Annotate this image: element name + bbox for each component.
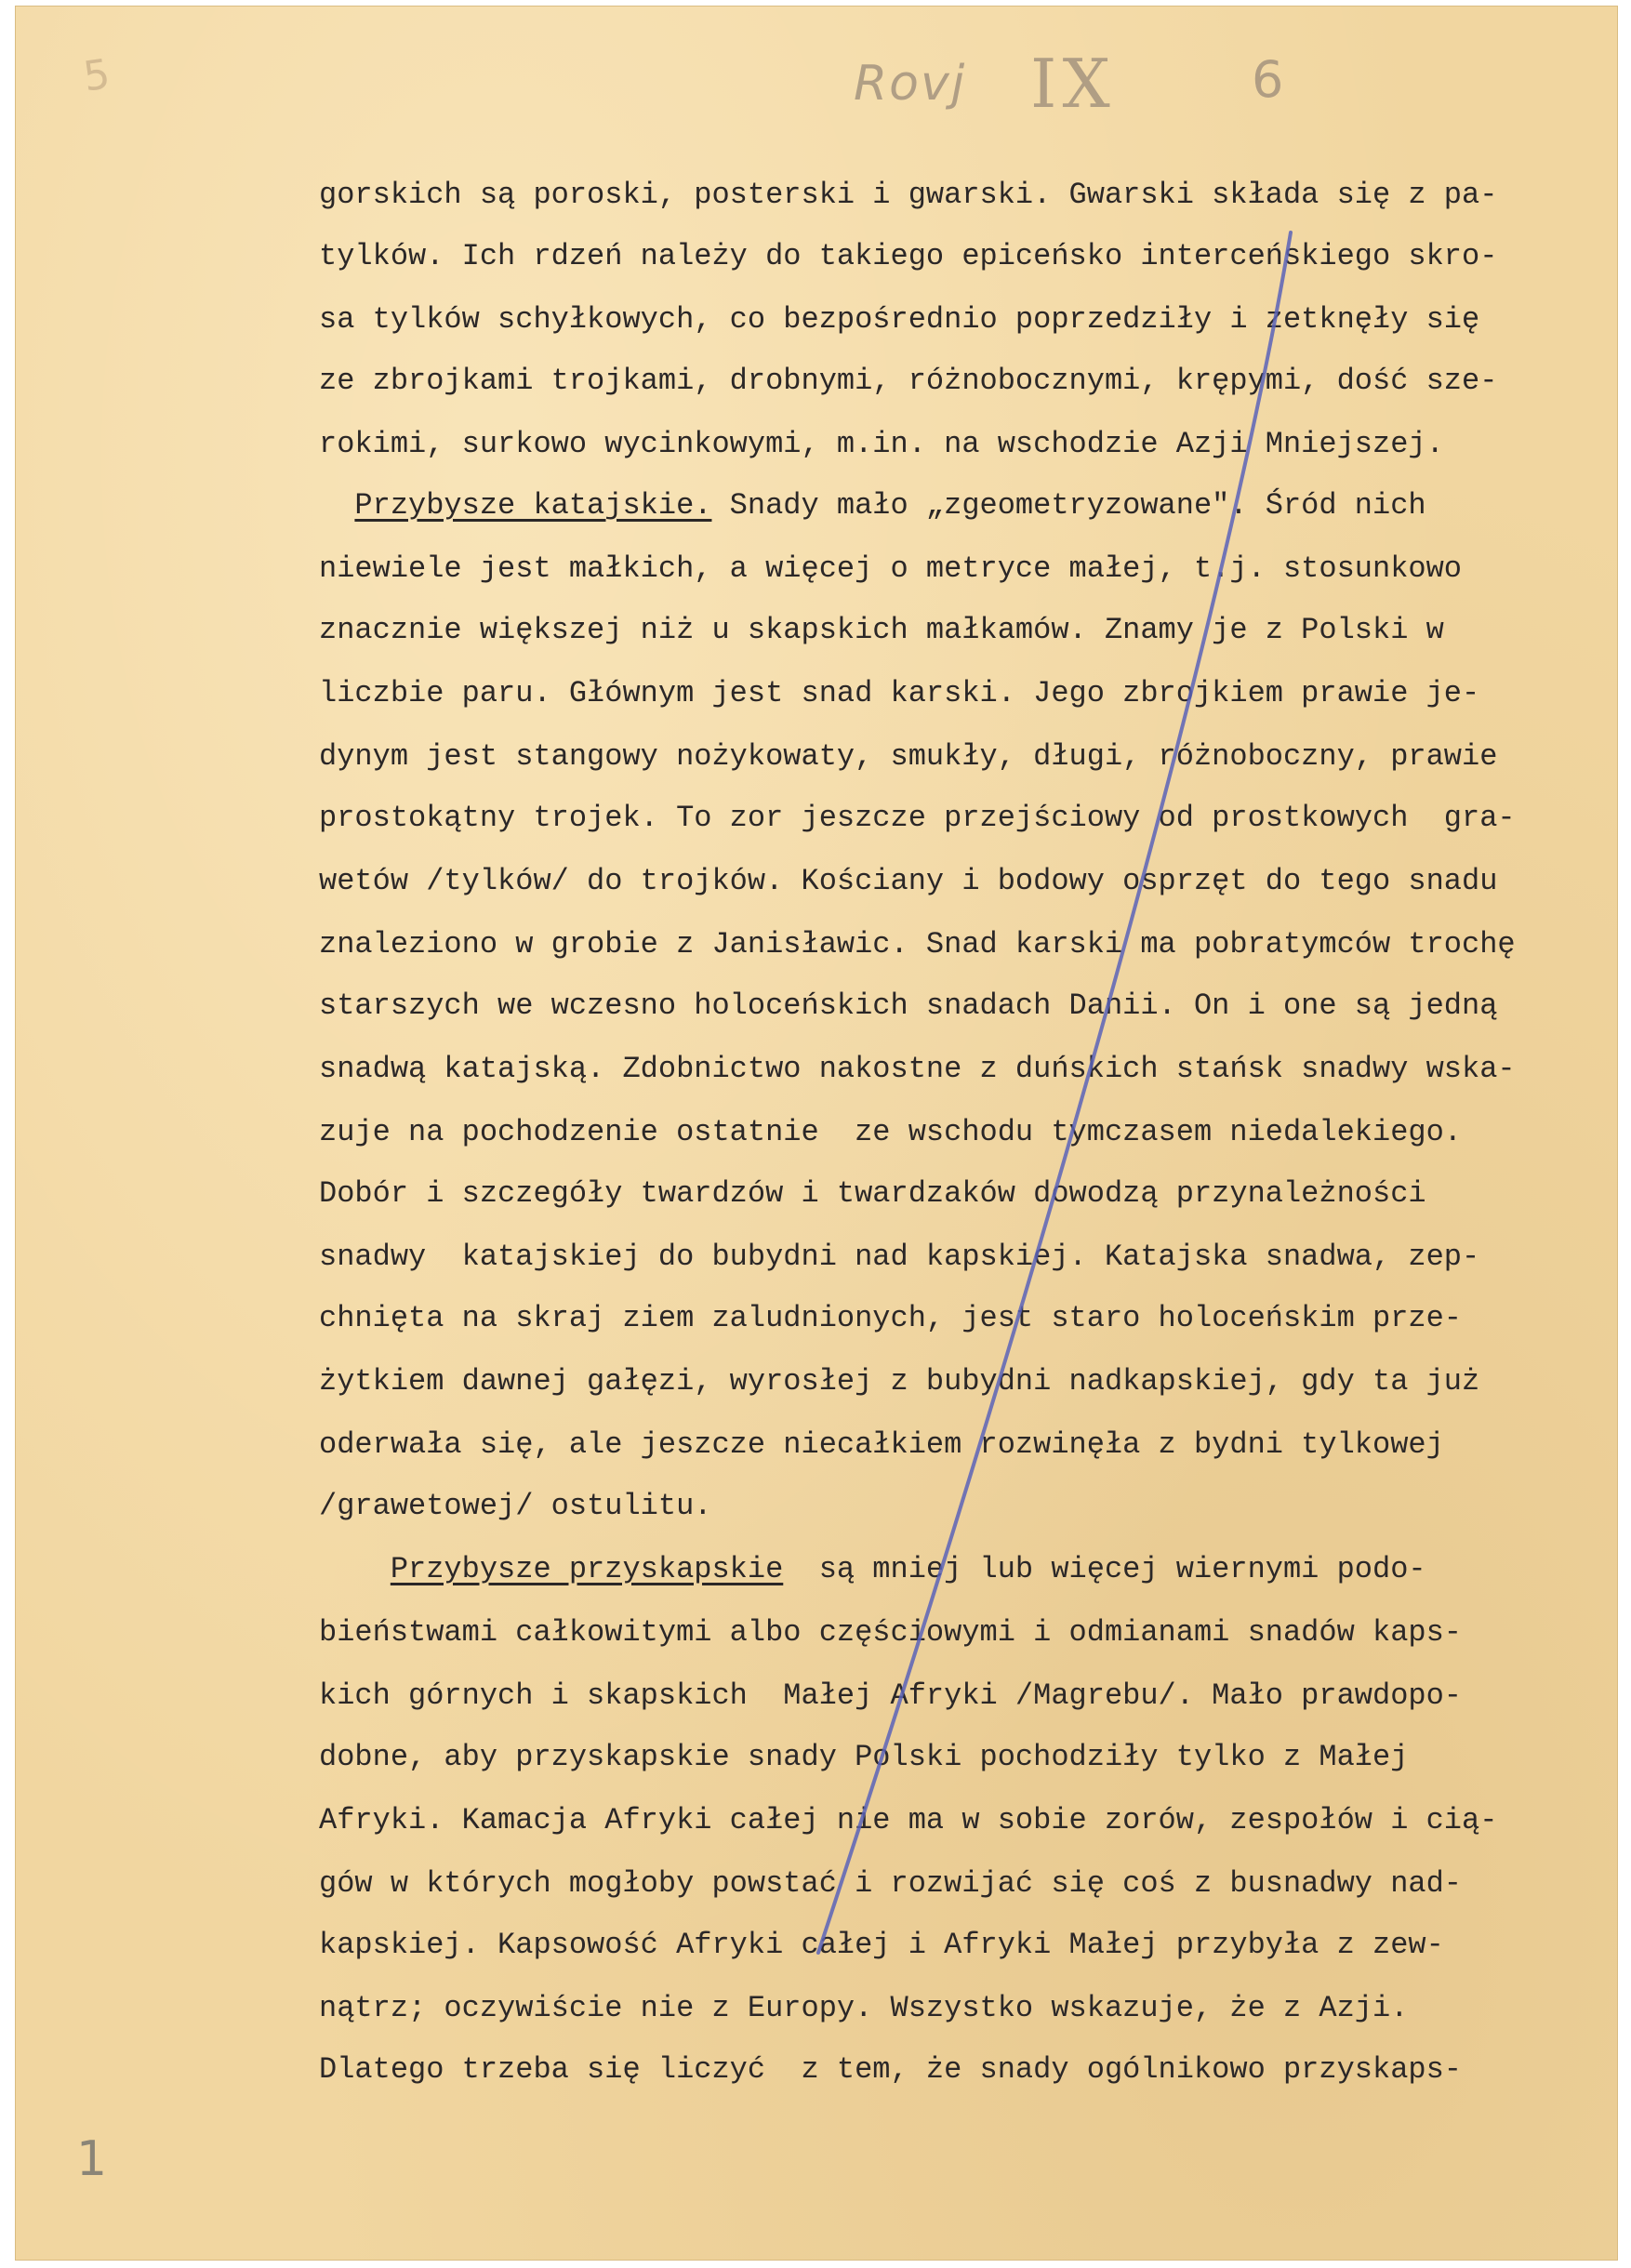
line-text: Afryki. Kamacja Afryki całej nie ma w sobie zorów, zespołów i cią- (319, 1803, 1498, 1837)
line-text: gorskich są poroski, posterski i gwarski. Gwarski składa się z pa- (319, 178, 1498, 212)
text-line (319, 1865, 1462, 1903)
line-text: rokimi, surkowo wycinkowymi, m.in. na wschodzie Azji Mniejszej. (319, 427, 1444, 461)
header-annotations (0, 0, 1631, 130)
section-heading: Przybysze przyskapskie (390, 1552, 784, 1586)
text-line (319, 1051, 1516, 1088)
line-text: dynym jest stangowy nożykowaty, smukły, długi, różnoboczny, prawie (319, 739, 1498, 774)
archive-reference: Rovj (854, 56, 967, 112)
margin-mark: 1 (76, 2131, 108, 2187)
text-line (319, 1175, 1426, 1213)
text-line (319, 238, 1497, 275)
text-line (319, 1739, 1408, 1776)
line-text: snadwy katajskiej do bubydni nad kapskiej. Katajska snadwa, zep- (319, 1240, 1480, 1274)
line-text: ze zbrojkami trojkami, drobnymi, różnobocznymi, krępymi, dość sze- (319, 364, 1498, 398)
page-number: 6 (1252, 50, 1284, 109)
line-indent (319, 488, 354, 523)
line-text: gów w których mogłoby powstać i rozwijać się coś z busnadwy nad- (319, 1866, 1462, 1901)
line-text: Dobór i szczegóły twardzów i twardzaków dowodzą przynależności (319, 1176, 1426, 1211)
line-text: chnięta na skraj ziem zaludnionych, jest staro holoceńskim prze- (319, 1301, 1462, 1335)
line-text: /grawetowej/ ostulitu. (319, 1489, 712, 1523)
text-line (319, 1678, 1462, 1715)
line-text: wetów /tylków/ do trojków. Kościany i bodowy osprzęt do tego snadu (319, 864, 1498, 898)
line-text: nątrz; oczywiście nie z Europy. Wszystko wskazuje, że z Azji. (319, 1991, 1409, 2025)
line-text: żytkiem dawnej gałęzi, wyrosłej z bubydni nadkapskiej, gdy ta już (319, 1364, 1480, 1399)
text-line (319, 1114, 1462, 1151)
line-text: bieństwami całkowitymi albo częściowymi i odmianami snadów kaps- (319, 1615, 1462, 1650)
line-text: znaleziono w grobie z Janisławic. Snad karski ma pobratymców trochę (319, 927, 1516, 962)
text-line (319, 177, 1497, 214)
text-line (319, 1300, 1462, 1337)
corner-pencil-mark: 5 (80, 50, 113, 101)
text-line (319, 2051, 1462, 2089)
line-text: dobne, aby przyskapskie snady Polski pochodziły tylko z Małej (319, 1740, 1409, 1774)
line-indent (319, 1552, 391, 1586)
section-heading-line (319, 487, 1426, 524)
text-line (319, 1990, 1408, 2027)
text-line (319, 1802, 1497, 1839)
text-line (319, 612, 1444, 649)
line-text: niewiele jest małkich, a więcej o metryce małej, t.j. stosunkowo (319, 551, 1462, 586)
text-line (319, 1239, 1479, 1276)
text-line (319, 1426, 1444, 1464)
line-text: Snady mało „zgeometryzowane". Śród nich (711, 488, 1426, 523)
signature-mark: IX (1030, 45, 1116, 123)
line-text: Dlatego trzeba się liczyć z tem, że snady ogólnikowo przyskaps- (319, 2052, 1462, 2087)
text-line (319, 1614, 1462, 1651)
text-line (319, 1363, 1479, 1400)
line-text: są mniej lub więcej wiernymi podo- (783, 1552, 1426, 1586)
text-line (319, 1488, 711, 1525)
text-line (319, 363, 1497, 400)
text-line (319, 426, 1444, 463)
line-text: zuje na pochodzenie ostatnie ze wschodu tymczasem niedalekiego. (319, 1115, 1462, 1149)
text-line (319, 301, 1479, 338)
line-text: oderwała się, ale jeszcze niecałkiem rozwinęła z bydni tylkowej (319, 1427, 1444, 1462)
text-line (319, 863, 1497, 900)
line-text: prostokątny trojek. To zor jeszcze przejściowy od prostkowych gra- (319, 801, 1516, 835)
line-text: sa tylków schyłkowych, co bezpośrednio poprzedziły i zetknęły się (319, 302, 1480, 337)
text-line (319, 926, 1516, 963)
text-line (319, 988, 1497, 1025)
line-text: starszych we wczesno holoceńskich snadach Danii. On i one są jedną (319, 988, 1498, 1023)
section-heading-line (319, 1551, 1426, 1588)
section-heading: Przybysze katajskie. (354, 488, 712, 523)
line-text: kich górnych i skapskich Małej Afryki /Magrebu/. Mało prawdopo- (319, 1678, 1462, 1713)
line-text: liczbie paru. Głównym jest snad karski. Jego zbrojkiem prawie je- (319, 676, 1480, 710)
text-line (319, 550, 1462, 588)
text-line (319, 1927, 1444, 1964)
line-text: kapskiej. Kapsowość Afryki całej i Afryki Małej przybyła z zew- (319, 1928, 1444, 1962)
text-line (319, 738, 1497, 776)
line-text: tylków. Ich rdzeń należy do takiego epiceńsko interceńskiego skro- (319, 239, 1498, 273)
text-line (319, 800, 1516, 837)
line-text: snadwą katajską. Zdobnictwo nakostne z duńskich stańsk snadwy wska- (319, 1052, 1516, 1086)
text-line (319, 675, 1479, 712)
line-text: znacznie większej niż u skapskich małkamów. Znamy je z Polski w (319, 613, 1444, 647)
